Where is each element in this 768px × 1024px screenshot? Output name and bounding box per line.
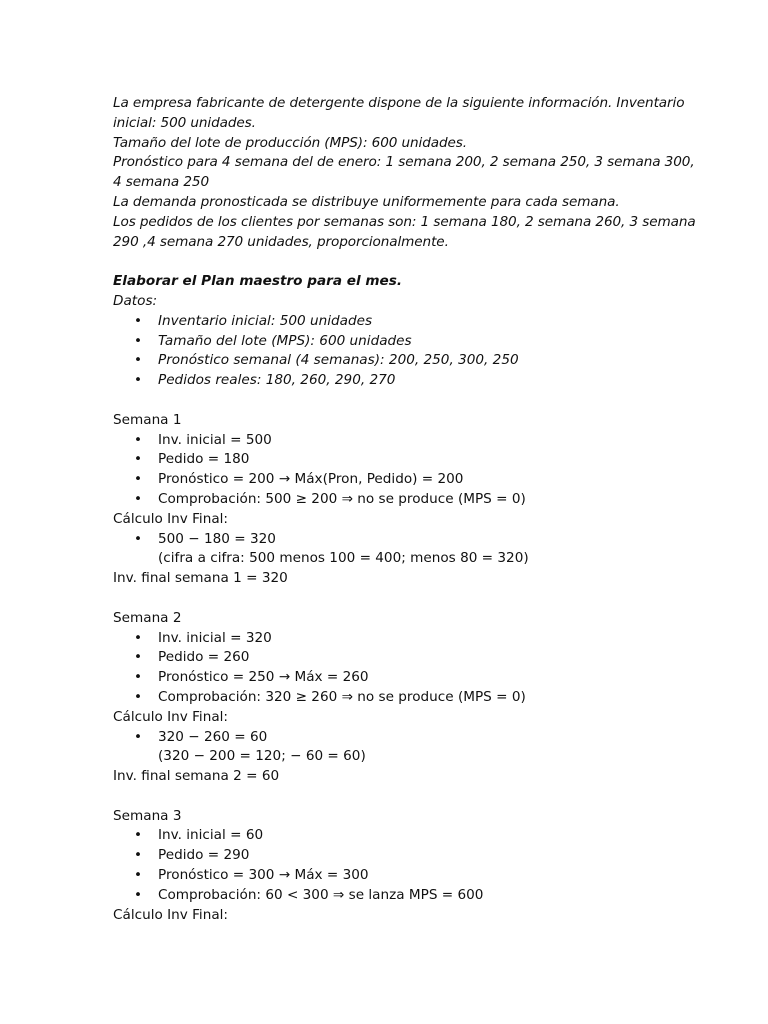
calc-label: Cálculo Inv Final: [113,906,229,923]
list-item: • Tamaño del lote (MPS): 600 unidades [113,332,673,352]
week-title: Semana 1 [113,411,182,428]
list-item: • Inventario inicial: 500 unidades [113,312,673,332]
list-item: • Inv. inicial = 500 [113,431,673,451]
list-item: • Pedido = 290 [113,846,673,866]
week-1-section [113,411,673,589]
spacer [113,391,673,411]
week-2-section [113,609,673,787]
week-3-section [113,807,673,926]
list-item: • Inv. inicial = 60 [113,826,673,846]
calc-label: Cálculo Inv Final: [113,510,229,527]
list-item: • Comprobación: 60 < 300 ⇒ se lanza MPS = 600 [113,886,673,906]
calc-label: Cálculo Inv Final: [113,708,229,725]
spacer [113,589,673,609]
section-heading: Elaborar el Plan maestro para el mes. [113,273,403,290]
list-item: • 320 − 260 = 60 [113,728,673,748]
week-items [113,431,673,510]
week-items [113,826,673,905]
statement-line: 4 semana 250 [113,174,210,191]
list-item: • 500 − 180 = 320 [113,530,673,550]
spacer [113,787,673,807]
list-item: • Pronóstico = 250 → Máx = 260 [113,668,673,688]
week-items [113,629,673,708]
list-item: • Pedido = 260 [113,648,673,668]
list-item: • Inv. inicial = 320 [113,629,673,649]
statement-line: Tamaño del lote de producción (MPS): 600 unidades. [113,134,467,151]
final-inventory: Inv. final semana 2 = 60 [113,768,280,785]
list-item: • Pronóstico = 200 → Máx(Pron, Pedido) = 200 [113,470,673,490]
statement-line: La demanda pronosticada se distribuye uniformemente para cada semana. [113,193,620,210]
statement-line: Pronóstico para 4 semana del de enero: 1 semana 200, 2 semana 250, 3 semana 300, [113,154,695,171]
week-title: Semana 3 [113,807,182,824]
statement-line: Los pedidos de los clientes por semanas son: 1 semana 180, 2 semana 260, 3 semana [113,213,696,230]
datos-label: Datos: [113,292,158,309]
list-item: • Comprobación: 320 ≥ 260 ⇒ no se produce (MPS = 0) [113,688,673,708]
calc-detail: (320 − 200 = 120; − 60 = 60) [158,748,366,765]
calc-list [113,530,673,550]
calc-detail: (cifra a cifra: 500 menos 100 = 400; menos 80 = 320) [158,550,529,567]
final-inventory: Inv. final semana 1 = 320 [113,570,288,587]
datos-list [113,312,673,391]
list-item: • Pedido = 180 [113,450,673,470]
statement-line: La empresa fabricante de detergente dispone de la siguiente información. Inventario [113,95,685,111]
statement-line: 290 ,4 semana 270 unidades, proporcionalmente. [113,233,449,250]
list-item: • Comprobación: 500 ≥ 200 ⇒ no se produce (MPS = 0) [113,490,673,510]
week-title: Semana 2 [113,609,182,626]
list-item: • Pronóstico semanal (4 semanas): 200, 250, 300, 250 [113,351,673,371]
spacer [113,252,673,272]
document-page [113,94,696,925]
calc-list [113,728,673,748]
problem-statement [113,94,696,252]
list-item: • Pedidos reales: 180, 260, 290, 270 [113,371,673,391]
task-section [113,272,673,391]
list-item: • Pronóstico = 300 → Máx = 300 [113,866,673,886]
statement-line: inicial: 500 unidades. [113,114,256,131]
